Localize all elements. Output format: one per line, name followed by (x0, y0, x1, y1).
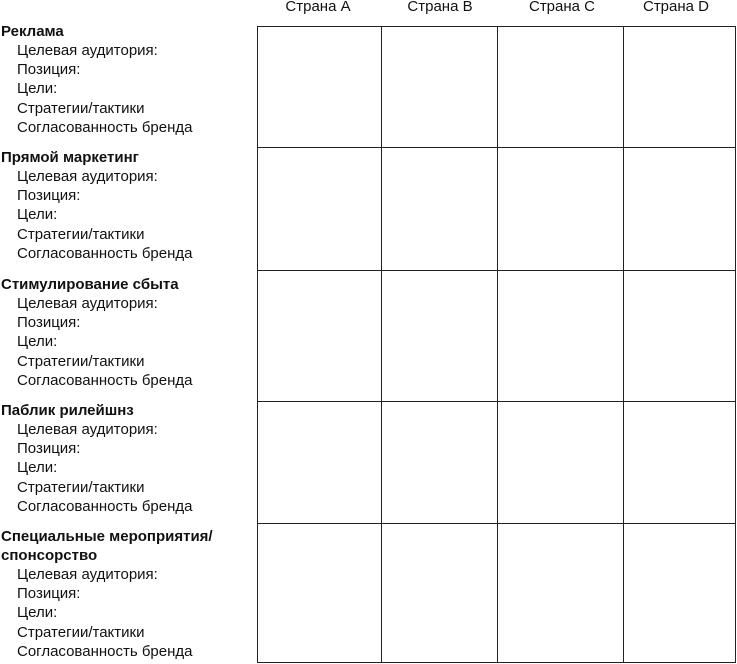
section-sales-promotion (0, 275, 255, 390)
grid-column-divider (497, 27, 498, 662)
section-special-events-sponsorship (0, 527, 255, 661)
section-title: Стимулирование сбыта (1, 276, 179, 293)
item-brand-consistency: Согласованность бренда (17, 642, 193, 660)
item-brand-consistency: Согласованность бренда (17, 244, 193, 262)
item-brand-consistency: Согласованность бренда (17, 497, 193, 515)
item-brand-consistency: Согласованность бренда (17, 371, 193, 389)
item-goals: Цели: (17, 206, 58, 224)
section-title: Паблик рилейшнз (1, 402, 134, 419)
section-title: Специальные мероприятия/ спонсорство (1, 528, 213, 564)
grid-row-divider (258, 270, 735, 271)
column-header-country-c: Страна C (528, 0, 595, 15)
item-strategies-tactics: Стратегии/тактики (17, 478, 145, 496)
section-public-relations (0, 401, 255, 516)
item-target-audience: Целевая аудитория: (17, 168, 158, 185)
section-title: Прямой маркетинг (1, 149, 139, 166)
section-advertising (0, 22, 255, 137)
column-header-country-a: Страна A (285, 0, 351, 15)
grid-row-divider (258, 401, 735, 402)
item-strategies-tactics: Стратегии/тактики (17, 99, 145, 117)
grid-column-divider (381, 27, 382, 662)
item-target-audience: Целевая аудитория: (17, 566, 158, 583)
item-strategies-tactics: Стратегии/тактики (17, 623, 145, 641)
section-direct-marketing (0, 148, 255, 263)
item-strategies-tactics: Стратегии/тактики (17, 225, 145, 243)
column-header-country-b: Страна B (407, 0, 473, 15)
item-goals: Цели: (17, 604, 58, 622)
item-brand-consistency: Согласованность бренда (17, 118, 193, 136)
item-position: Позиция: (17, 440, 81, 458)
planning-grid (257, 26, 736, 663)
section-title: Реклама (1, 23, 64, 40)
item-target-audience: Целевая аудитория: (17, 295, 158, 312)
item-goals: Цели: (17, 333, 58, 351)
grid-column-divider (623, 27, 624, 662)
item-target-audience: Целевая аудитория: (17, 421, 158, 438)
item-position: Позиция: (17, 61, 81, 79)
item-target-audience: Целевая аудитория: (17, 42, 158, 59)
item-goals: Цели: (17, 80, 58, 98)
grid-row-divider (258, 147, 735, 148)
item-goals: Цели: (17, 459, 58, 477)
item-position: Позиция: (17, 187, 81, 205)
item-strategies-tactics: Стратегии/тактики (17, 352, 145, 370)
item-position: Позиция: (17, 314, 81, 332)
item-position: Позиция: (17, 585, 81, 603)
grid-row-divider (258, 523, 735, 524)
column-header-country-d: Страна D (642, 0, 709, 15)
